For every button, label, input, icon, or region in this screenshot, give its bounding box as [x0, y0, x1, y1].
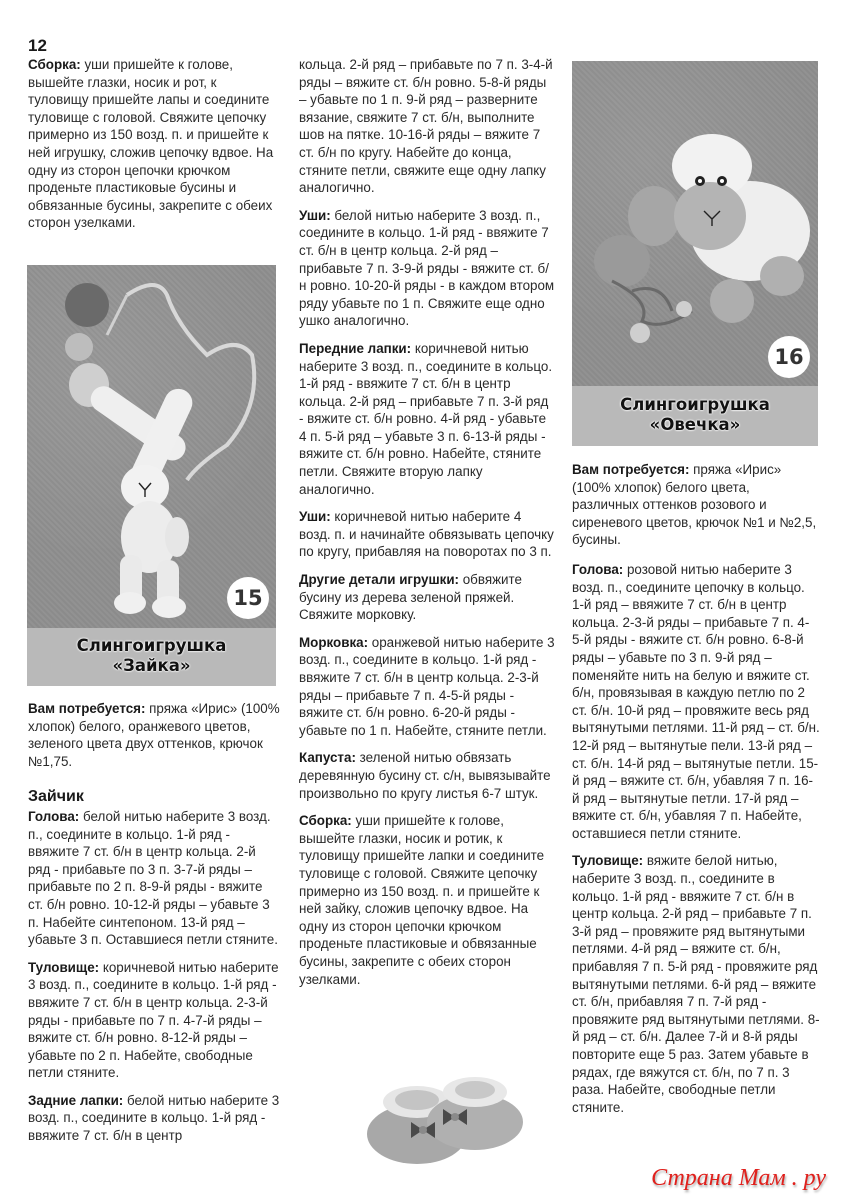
sheep-materials-label: Вам потребуется: [572, 462, 690, 477]
head-paragraph [28, 808, 280, 949]
sheep-body-label: Туловище: [572, 853, 644, 869]
bunny-caption-line1: Слингоигрушка [76, 636, 227, 655]
sheep-head-text: розовой нитью наберите 3 возд. п., соедините цепочку в кольцо. 1-й ряд – ввяжите 7 ст. б/н в центр кольца. 2-3-й ряды – прибавьте 7 п. 4-5-й ряды - вяжите ст. б/н ровно. 6-8-й ряды – убавьте по 3 п. 9-й ряд – поменяйте нить на белую и вяжите ст. б/н, провязывая в каждую петлю по 2 ст. б/н. 10-й ряд – провяжите весь ряд вытянутыми петлями. 11-й ряд – ст. б/н. 12-й ряд – вытянутые пели. 13-й ряд – ст. б/н. 14-й ряд – вытянутые петли. 15-й ряд – вяжите ст. б/н, убавляя 7 п. 16-й ряд – вытянутые петли. 17-й ряд – вяжите ст. б/н, убавляя 7 п. Набейте, оставшиеся петли стяните. [572, 561, 820, 841]
body-label: Туловище: [28, 959, 100, 975]
ears-brown-label: Уши: [299, 509, 331, 525]
assembly-intro-text: уши пришейте к голове, вышейте глазки, носик и рот, к туловищу пришейте лапы и соедините туловище с головой. Свяжите цепочку примерно из 150 возд. п. и пришейте к ней игрушку, сложив цепочку вдвое. На одну из сторон цепочки крючком проденьте пластиковые бусины и обвязанные бусины, закрепите с обеих сторон узелками. [28, 57, 274, 231]
hind-legs-text: белой нитью наберите 3 возд. п., соедините в кольцо. 1-й ряд - ввяжите 7 ст. б/н в центр [28, 1092, 280, 1144]
front-legs-text: коричневой нитью наберите 3 возд. п., соедините в кольцо. 1-й ряд - ввяжите 7 ст. б/н в центр кольца. 2-й ряд – прибавьте 7 п. 3-й ряд - вяжите ст. б/н ровно. 4-й ряд - убавьте 4 п. 5-й ряд – убавьте 3 п. 6-13-й ряды - вяжите ст. б/н ровно. Набейте, стяните петли. Свяжите вторую лапку аналогично. [299, 340, 553, 497]
materials-text: пряжа «Ирис» (100% хлопок) белого, оранжевого цветов, зеленого цвета двух оттенков, крючок №1,75. [28, 701, 280, 769]
section-title-bunny: Зайчик [28, 788, 84, 806]
column-1-lower [28, 700, 280, 1155]
figure-number-badge: 15 [227, 577, 269, 619]
sheep-body-text: вяжите белой нитью, наберите 3 возд. п., соедините в кольцо. 1-й ряд - ввяжите 7 ст. б/н в центр кольца. 2-й ряд – прибавьте 7 п. 3-й ряд – провяжите ряд вытянутыми петлями. 4-й ряд – вяжите ст. б/н, прибавляя 7 п. 5-й ряд - провяжите ряд вытянутыми петлями. 6-й ряд – вяжите ст. б/н, прибавляя 7 п. 7-й ряд - провяжите ряд вытянутыми петлями. 8-й ряд – ст. б/н. Далее 7-й и 8-й ряды повторите еще 5 раз. Затем убавьте в рядах, где вяжутся ст. б/н, по 7 п. 3 раза. Набейте, свободные петли стяните. [572, 853, 820, 1115]
bunny-photo [27, 265, 276, 628]
sheep-head-paragraph [572, 561, 820, 843]
ears-white-label: Уши: [299, 207, 331, 223]
ears-white-paragraph [299, 207, 555, 330]
other-parts-label: Другие детали игрушки: [299, 572, 460, 588]
bunny-caption-line2: «Зайка» [112, 656, 191, 675]
booties-illustration [355, 1062, 535, 1172]
head-label: Голова: [28, 808, 80, 824]
cabbage-text: зеленой нитью обвязать деревянную бусину ст. с/н, вывязывайте произвольно по кругу листья 6-7 штук. [299, 750, 551, 801]
other-parts-paragraph [299, 571, 555, 624]
figure-number-badge: 16 [768, 336, 810, 378]
carrot-text: оранжевой нитью наберите 3 возд. п., соедините в кольцо. 1-й ряд - ввяжите 7 ст. б/н в центр кольца. 2-3-й ряды – прибавьте 7 п. 4-5-й ряды - вяжите ст. б/н ровно. 6-20-й ряды - убавьте по 1 п. Набейте, стяните петли. [299, 634, 555, 738]
assembly-intro-label: Сборка: [28, 57, 81, 72]
sheep-materials-paragraph [572, 461, 820, 549]
ears-white-text: белой нитью наберите 3 возд. п., соедините в кольцо. 1-й ряд - ввяжите 7 ст. б/н в центр кольца. 2-й ряд – прибавьте 7 п. 3-9-й ряды - вяжите ст. б/н ровно. 10-20-й ряды - в каждом втором ряду убавьте по 1 п. Свяжите еще одно ушко аналогично. [299, 207, 555, 329]
body-paragraph [28, 959, 280, 1082]
column-2 [299, 56, 555, 998]
bunny-illustration [27, 265, 276, 628]
column-1 [28, 56, 280, 242]
cabbage-label: Капуста: [299, 750, 356, 766]
head-text: белой нитью наберите 3 возд. п., соедините в кольцо. 1-й ряд - ввяжите 7 ст. б/н в центр кольца. 2-й ряд - прибавьте по 3 п. 3-7-й ряды – прибавьте по 2 п. 8-9-й ряды - вяжите ст. б/н ровно. 10-12-й ряды – убавьте 3 п. Набейте синтепоном. 13-й ряд – убавьте 3 п. Оставшиеся петли стяните. [28, 808, 278, 948]
carrot-label: Морковка: [299, 634, 369, 650]
site-watermark: Страна Мам . ру [651, 1165, 826, 1191]
column-3 [572, 461, 820, 1126]
sheep-photo [572, 61, 818, 386]
assembly-text: уши пришейте к голове, вышейте глазки, носик и ротик, к туловищу пришейте лапки и соедините туловище с головой. Свяжите цепочку примерно из 150 возд. п. и пришейте к ней зайку, сложив цепочку вдвое. На одну из сторон цепочки крючком проденьте пластиковые и обвязанные бусины, закрепите с обеих сторон узелками. [299, 813, 545, 987]
assembly-paragraph [299, 812, 555, 988]
hind-legs-continued-text: кольца. 2-й ряд – прибавьте по 7 п. 3-4-й ряды – вяжите ст. б/н ровно. 5-8-й ряды – убавьте по 1 п. 9-й ряд – разверните вязание, свяжите 7 ст. б/н, выполните шов на пятке. 10-16-й ряды – вяжите 7 ст. б/н по кругу. Набейте до конца, стяните петли, свяжите еще одну лапку аналогично. [299, 57, 553, 196]
carrot-paragraph [299, 634, 555, 740]
hind-legs-continued-paragraph [299, 56, 555, 197]
ears-brown-paragraph [299, 508, 555, 561]
sheep-caption-line1: Слингоигрушка [620, 395, 770, 414]
page-number: 12 [28, 36, 47, 55]
sheep-materials-text: пряжа «Ирис» (100% хлопок) белого цвета, различных оттенков розового и сиреневого цветов, крючок №1 и №2,5, бусины. [572, 462, 817, 548]
front-legs-paragraph [299, 340, 555, 498]
hind-legs-paragraph [28, 1092, 280, 1145]
materials-label: Вам потребуется: [28, 701, 146, 716]
sheep-head-label: Голова: [572, 561, 624, 577]
materials-paragraph [28, 700, 280, 770]
hind-legs-label: Задние лапки: [28, 1092, 124, 1108]
assembly-intro-paragraph [28, 56, 280, 232]
other-parts-text: обвяжите бусину из дерева зеленой пряжей. Свяжите морковку. [299, 572, 522, 623]
cabbage-paragraph [299, 749, 555, 802]
assembly-label: Сборка: [299, 813, 352, 829]
bunny-caption [27, 628, 276, 686]
front-legs-label: Передние лапки: [299, 340, 412, 356]
sheep-body-paragraph [572, 852, 820, 1116]
ears-brown-text: коричневой нитью наберите 4 возд. п. и начинайте обвязывать цепочку по кругу, прибавляя на поворотах по 3 п. [299, 509, 554, 560]
body-text: коричневой нитью наберите 3 возд. п., соедините в кольцо. 1-й ряд - ввяжите 7 ст. б/н в центр кольца. 2-3-й ряды - прибавьте по 7 п. 4-7-й ряды – вяжите ст. б/н ровно. 8-12-й ряды – убавьте по 2 п. Набейте, свободные петли стяните. [28, 959, 279, 1081]
sheep-caption-line2: «Овечка» [649, 415, 741, 434]
sheep-caption [572, 386, 818, 446]
